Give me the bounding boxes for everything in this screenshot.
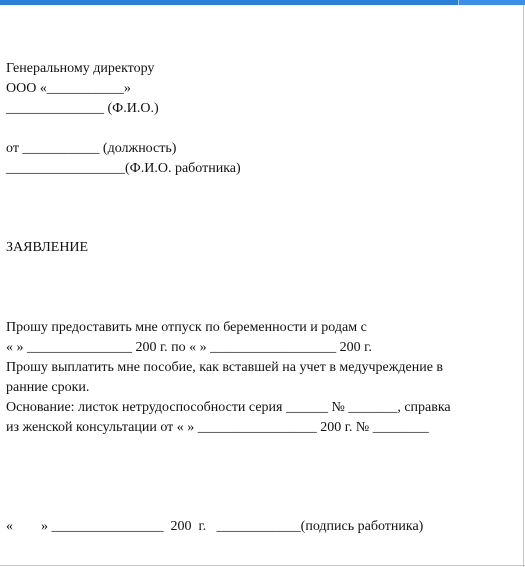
window-top-tab	[458, 0, 525, 5]
addressee-line-1: Генеральному директору	[6, 61, 155, 76]
body-line-3: Прошу выплатить мне пособие, как вставшей на учет в медучреждение в	[6, 360, 444, 375]
page-bottom-border	[0, 565, 525, 566]
body-line-6: из женской консультации от « » _________________ 200 г. № ________	[6, 420, 429, 435]
signature-line: « » ________________ 200 г. ____________(подпись работника)	[6, 519, 424, 534]
body-line-4: ранние сроки.	[6, 380, 90, 395]
body-line-2: « » _______________ 200 г. по « » __________________ 200 г.	[6, 340, 372, 355]
from-line-2: _________________(Ф.И.О. работника)	[6, 161, 241, 176]
from-line-1: от ___________ (должность)	[6, 141, 177, 156]
page-right-border	[523, 5, 524, 567]
window-top-bar	[0, 0, 525, 5]
body-line-5: Основание: листок нетрудоспособности серия ______ № _______, справка	[6, 400, 451, 415]
document-title: ЗАЯВЛЕНИЕ	[6, 240, 89, 255]
addressee-line-2: ООО «___________»	[6, 81, 131, 96]
body-line-1: Прошу предоставить мне отпуск по беременности и родам с	[6, 320, 367, 335]
addressee-line-3: ______________ (Ф.И.О.)	[6, 101, 159, 116]
